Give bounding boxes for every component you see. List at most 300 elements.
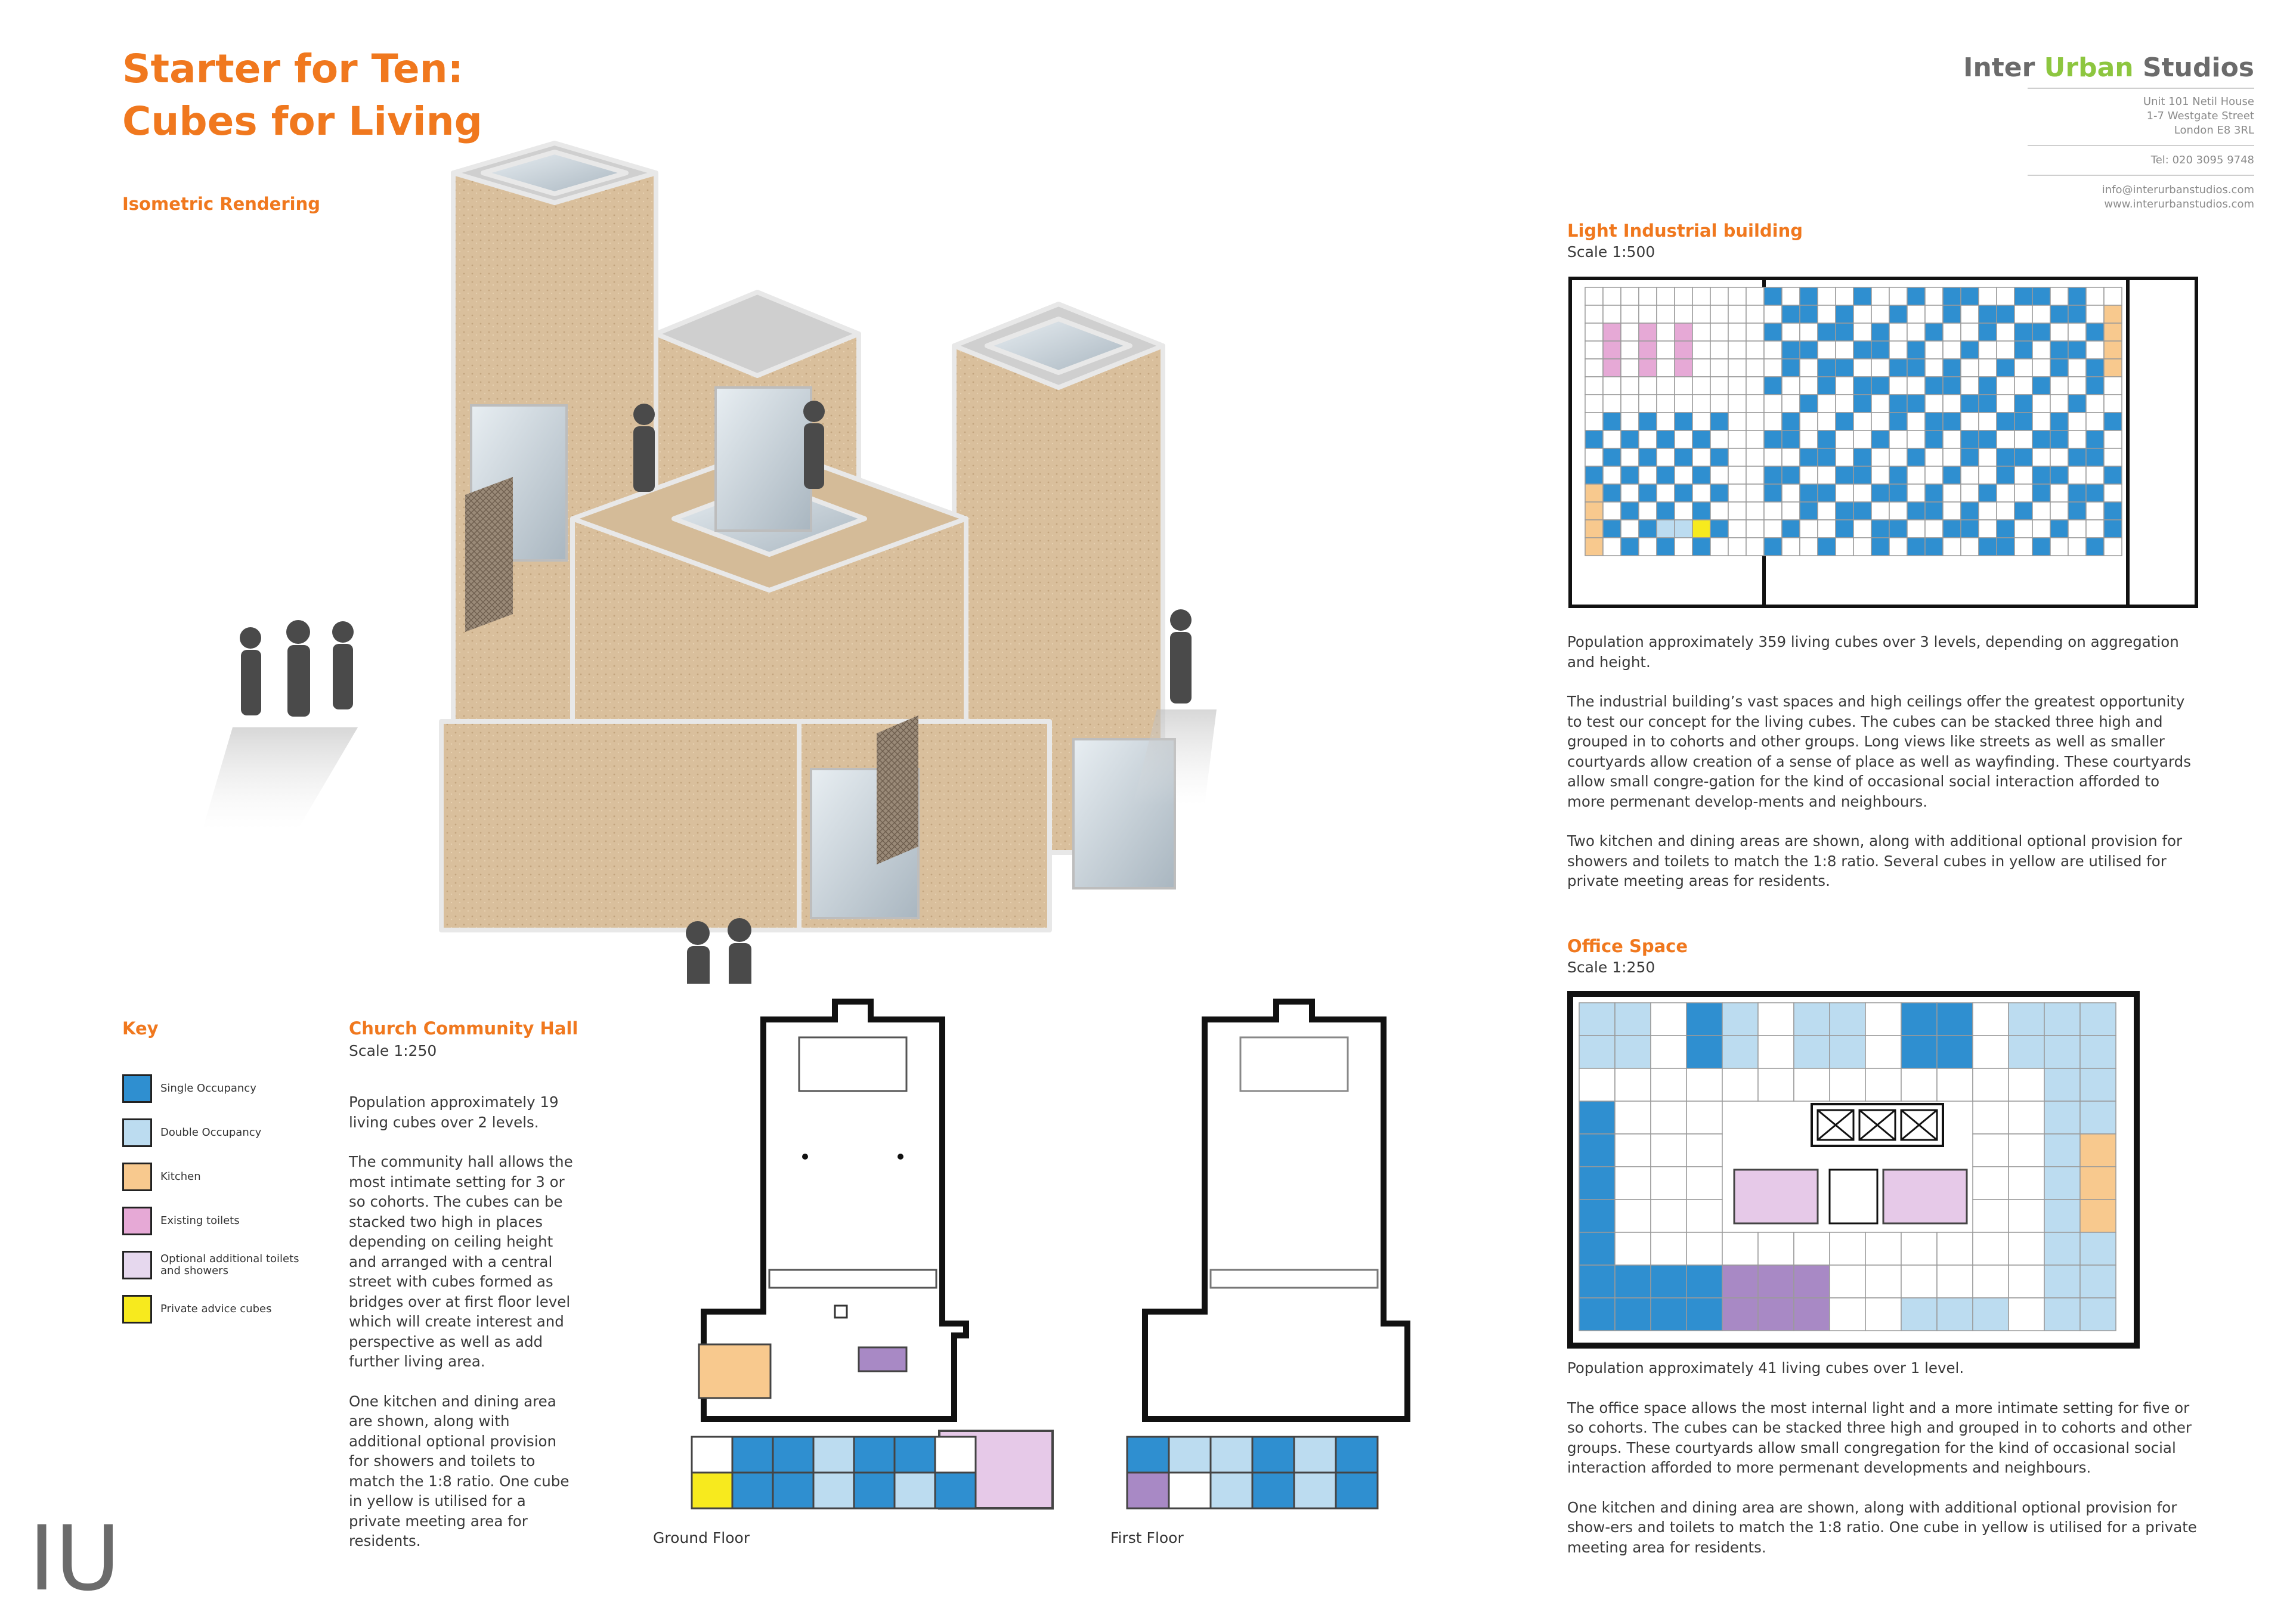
- cube-cell: [1621, 395, 1639, 413]
- cube-cell: [1585, 395, 1603, 413]
- cube-cell: [1943, 413, 1961, 430]
- cube-cell: [1997, 377, 2014, 395]
- key-heading: Key: [122, 1018, 159, 1039]
- cube-cell: [1728, 377, 1746, 395]
- cube-cell: [1686, 1265, 1722, 1298]
- office-heading: Office Space: [1567, 936, 1688, 956]
- cube-cell: [1961, 377, 1979, 395]
- cube-cell: [1865, 1003, 1901, 1036]
- address-line-3: London E8 3RL: [2174, 124, 2254, 137]
- cube-cell: [1782, 466, 1800, 484]
- cube-cell: [1836, 377, 1853, 395]
- cube-cell: [2032, 413, 2050, 430]
- cube-cell: [1621, 520, 1639, 538]
- cube-cell: [1675, 430, 1692, 448]
- cube-cell: [2014, 448, 2032, 466]
- cube-cell: [1830, 1232, 1865, 1265]
- cube-cell: [1603, 413, 1621, 430]
- office-description: [1567, 1358, 2199, 1577]
- cube-cell: [1830, 1298, 1865, 1331]
- cube-cell: [1615, 1101, 1651, 1134]
- cube-cell: [1853, 466, 1871, 484]
- cube-cell: [1961, 359, 1979, 377]
- cube-cell: [1782, 484, 1800, 502]
- cube-cell: [1651, 1003, 1686, 1036]
- industrial-paragraph-2: The industrial building’s vast spaces and high ceilings offer the greatest opportunity to test our concept for the living cubes. The cubes can be stacked three high and grouped in to cohorts and other groups. Long views like streets as well as smaller courtyards allow creation of a sense of place as well as wayfinding. These courtyards allow small congre-gation for the kind of occasional social interaction afforded to more permenant develop-ments and neighbours.: [1567, 693, 2191, 810]
- cube-cell: [2050, 359, 2068, 377]
- cube-cell: [1728, 430, 1746, 448]
- cube-cell: [2086, 466, 2104, 484]
- cube-cell: [2068, 341, 2086, 359]
- cube-cell: [2080, 1298, 2116, 1331]
- cube-cell: [2032, 538, 2050, 556]
- cube-cell: [2050, 377, 2068, 395]
- cube-cell: [1657, 466, 1675, 484]
- church-floor-plans: [632, 990, 1503, 1538]
- cube-cell: [1692, 520, 1710, 538]
- cube-cell: [1615, 1036, 1651, 1068]
- cube-cell: [1907, 448, 1925, 466]
- cube-cell: [1836, 305, 1853, 323]
- cube-cell: [1871, 466, 1889, 484]
- cube-cell: [1907, 287, 1925, 305]
- cube-cell: [1764, 323, 1782, 341]
- cube-cell: [1997, 520, 2014, 538]
- key-item: [122, 1205, 240, 1236]
- cube-cell: [1853, 448, 1871, 466]
- cube-cell: [1907, 520, 1925, 538]
- cube-cell: [2104, 287, 2122, 305]
- cube-cell: [1961, 502, 1979, 520]
- cube-cell: [2086, 395, 2104, 413]
- cube-cell: [1758, 1068, 1794, 1101]
- cube-cell: [1800, 502, 1818, 520]
- cube-cell: [1621, 538, 1639, 556]
- cube-cell: [1746, 448, 1764, 466]
- cube-cell: [1997, 359, 2014, 377]
- cube-cell: [2014, 430, 2032, 448]
- cube-cell: [2086, 484, 2104, 502]
- cube-cell: [2032, 359, 2050, 377]
- studio-email: info@interurbanstudios.com: [2102, 184, 2254, 196]
- cube-cell: [1603, 395, 1621, 413]
- existing-toilets-swatch: [122, 1207, 152, 1235]
- cube-cell: [1800, 466, 1818, 484]
- ground-floor-caption: Ground Floor: [653, 1529, 750, 1546]
- cube-cell: [1830, 1068, 1865, 1101]
- cube-cell: [1657, 448, 1675, 466]
- cube-cell: [1925, 413, 1943, 430]
- cube-cell: [2104, 359, 2122, 377]
- cube-cell: [1979, 520, 1997, 538]
- cube-cell: [1853, 538, 1871, 556]
- cube-cell: [1800, 377, 1818, 395]
- cube-cell: [2032, 377, 2050, 395]
- cube-cell: [1800, 287, 1818, 305]
- cube-cell: [2080, 1068, 2116, 1101]
- cube-cell: [2032, 395, 2050, 413]
- cube-cell: [1764, 538, 1782, 556]
- cube-cell: [1782, 395, 1800, 413]
- cube-cell: [1764, 502, 1782, 520]
- cube-cell: [1639, 305, 1657, 323]
- cube-cell: [1603, 484, 1621, 502]
- studio-name-b: Urban: [2044, 52, 2134, 83]
- cube-cell: [1579, 1200, 1615, 1232]
- cube-cell: [1853, 287, 1871, 305]
- cube-cell: [1979, 287, 1997, 305]
- cube-cell: [1764, 305, 1782, 323]
- cube-cell: [1746, 520, 1764, 538]
- cube-cell: [1657, 413, 1675, 430]
- cube-cell: [1585, 413, 1603, 430]
- cube-cell: [1585, 448, 1603, 466]
- cube-cell: [2050, 466, 2068, 484]
- cube-cell: [1579, 1036, 1615, 1068]
- cube-cell: [2032, 341, 2050, 359]
- industrial-description: [1567, 632, 2199, 911]
- cube-cell: [1782, 520, 1800, 538]
- cube-cell: [1728, 538, 1746, 556]
- cube-cell: [1722, 1003, 1758, 1036]
- cube-cell: [1871, 502, 1889, 520]
- office-paragraph-3: One kitchen and dining area are shown, along with additional optional provision for show-ers and toilets to match the 1:8 ratio. One cube in yellow is utilised for a private meeting area for residents.: [1567, 1498, 2197, 1556]
- cube-cell: [1907, 305, 1925, 323]
- cube-cell: [2104, 395, 2122, 413]
- cube-cell: [1651, 1101, 1686, 1134]
- cube-cell: [2086, 502, 2104, 520]
- cube-cell: [2032, 466, 2050, 484]
- cube-cell: [1639, 466, 1657, 484]
- cube-cell: [1818, 395, 1836, 413]
- cube-cell: [1746, 359, 1764, 377]
- cube-cell: [1800, 305, 1818, 323]
- cube-cell: [2086, 430, 2104, 448]
- cube-cell: [1728, 395, 1746, 413]
- cube-cell: [1692, 377, 1710, 395]
- cube-cell: [1710, 341, 1728, 359]
- cube-cell: [1818, 305, 1836, 323]
- cube-cell: [1675, 323, 1692, 341]
- cube-cell: [1979, 448, 1997, 466]
- cube-cell: [2009, 1265, 2044, 1298]
- cube-cell: [1585, 323, 1603, 341]
- cube-cell: [1621, 448, 1639, 466]
- cube-cell: [1782, 359, 1800, 377]
- cube-cell: [1621, 377, 1639, 395]
- cube-cell: [1925, 287, 1943, 305]
- cube-cell: [2068, 395, 2086, 413]
- key-label: Existing toilets: [160, 1214, 240, 1227]
- cube-cell: [2104, 305, 2122, 323]
- cube-cell: [1889, 466, 1907, 484]
- cube-cell: [1889, 413, 1907, 430]
- divider: [2028, 145, 2254, 146]
- cube-cell: [1621, 502, 1639, 520]
- cube-cell: [1621, 413, 1639, 430]
- cube-cell: [2050, 287, 2068, 305]
- cube-cell: [1657, 305, 1675, 323]
- cube-cell: [2009, 1068, 2044, 1101]
- cube-cell: [1925, 466, 1943, 484]
- cube-cell: [1579, 1265, 1615, 1298]
- cube-cell: [2044, 1003, 2080, 1036]
- cube-cell: [1782, 502, 1800, 520]
- key-label: Double Occupancy: [160, 1126, 262, 1139]
- cube-cell: [1585, 466, 1603, 484]
- cube-cell: [1710, 520, 1728, 538]
- cube-cell: [1746, 323, 1764, 341]
- church-paragraph-2: The community hall allows the most intimate setting for 3 or so cohorts. The cubes can be stacked two high in places depending on ceiling height and arranged with a central street with cubes formed as bridges over at first floor level which will create interest and perspective as well as add further living area.: [349, 1153, 573, 1370]
- cube-cell: [1710, 323, 1728, 341]
- cube-cell: [1961, 538, 1979, 556]
- cube-cell: [1907, 395, 1925, 413]
- cube-cell: [2068, 323, 2086, 341]
- cube-cell: [1639, 484, 1657, 502]
- cube-cell: [1889, 538, 1907, 556]
- cube-cell: [1836, 466, 1853, 484]
- cube-cell: [1603, 287, 1621, 305]
- cube-cell: [1836, 520, 1853, 538]
- cube-cell: [1758, 1036, 1794, 1068]
- cube-cell: [1925, 520, 1943, 538]
- cube-cell: [2050, 520, 2068, 538]
- cube-cell: [1579, 1167, 1615, 1200]
- cube-cell: [1973, 1265, 2009, 1298]
- cube-cell: [2014, 377, 2032, 395]
- cube-cell: [1657, 359, 1675, 377]
- cube-cell: [1579, 1101, 1615, 1134]
- cube-cell: [1621, 287, 1639, 305]
- cube-cell: [2080, 1101, 2116, 1134]
- cube-cell: [1675, 395, 1692, 413]
- cube-cell: [1782, 538, 1800, 556]
- cube-cell: [1889, 341, 1907, 359]
- cube-cell: [2104, 323, 2122, 341]
- cube-cell: [1871, 377, 1889, 395]
- cube-cell: [1579, 1003, 1615, 1036]
- cube-cell: [1710, 377, 1728, 395]
- cube-cell: [1692, 359, 1710, 377]
- cube-cell: [1973, 1036, 2009, 1068]
- cube-cell: [2104, 484, 2122, 502]
- cube-cell: [2050, 484, 2068, 502]
- cube-cell: [1871, 430, 1889, 448]
- office-paragraph-2: The office space allows the most internal light and a more intimate setting for five or so cohorts. The cubes can be stacked three high and grouped in to cohorts and other groups. These courtyards allow small congregation for the kind of occasional social interaction afforded to more permenant developments and neighbours.: [1567, 1399, 2192, 1476]
- cube-cell: [2068, 377, 2086, 395]
- cube-cell: [1585, 538, 1603, 556]
- cube-cell: [2044, 1068, 2080, 1101]
- office-scale: Scale 1:250: [1567, 959, 1655, 976]
- cube-cell: [1818, 413, 1836, 430]
- cube-cell: [2086, 538, 2104, 556]
- cube-cell: [2104, 538, 2122, 556]
- cube-cell: [1710, 430, 1728, 448]
- cube-cell: [1639, 448, 1657, 466]
- cube-cell: [1943, 520, 1961, 538]
- cube-cell: [1764, 484, 1782, 502]
- cube-cell: [1800, 484, 1818, 502]
- cube-cell: [1764, 395, 1782, 413]
- cube-cell: [2080, 1134, 2116, 1167]
- cube-cell: [1728, 341, 1746, 359]
- cube-cell: [1639, 341, 1657, 359]
- key-label: Optional additional toilets and showers: [160, 1253, 299, 1277]
- cube-cell: [1675, 502, 1692, 520]
- key-item: [122, 1117, 261, 1148]
- cube-cell: [1889, 359, 1907, 377]
- cube-cell: [2009, 1298, 2044, 1331]
- cube-cell: [1758, 1232, 1794, 1265]
- cube-cell: [2050, 323, 2068, 341]
- cube-cell: [2104, 466, 2122, 484]
- cube-cell: [1889, 323, 1907, 341]
- cube-cell: [1836, 448, 1853, 466]
- cube-cell: [1692, 430, 1710, 448]
- cube-cell: [1764, 430, 1782, 448]
- cube-cell: [1871, 484, 1889, 502]
- cube-cell: [1853, 323, 1871, 341]
- cube-cell: [1925, 305, 1943, 323]
- cube-cell: [1603, 341, 1621, 359]
- cube-cell: [1621, 359, 1639, 377]
- cube-cell: [1639, 538, 1657, 556]
- cube-cell: [1621, 430, 1639, 448]
- isometric-rendering: [203, 137, 1276, 984]
- cube-cell: [1973, 1232, 2009, 1265]
- cube-cell: [1818, 359, 1836, 377]
- cube-cell: [1871, 305, 1889, 323]
- cube-cell: [1639, 395, 1657, 413]
- cube-cell: [1979, 430, 1997, 448]
- cube-cell: [1889, 377, 1907, 395]
- cube-cell: [1871, 359, 1889, 377]
- cube-cell: [1639, 287, 1657, 305]
- cube-cell: [2032, 502, 2050, 520]
- cube-cell: [2050, 413, 2068, 430]
- cube-cell: [1997, 305, 2014, 323]
- cube-cell: [1746, 430, 1764, 448]
- cube-cell: [1853, 377, 1871, 395]
- cube-cell: [1782, 448, 1800, 466]
- cube-cell: [1997, 395, 2014, 413]
- cube-cell: [1836, 395, 1853, 413]
- cube-cell: [1800, 538, 1818, 556]
- cube-cell: [2044, 1036, 2080, 1068]
- cube-cell: [1889, 305, 1907, 323]
- cube-cell: [1818, 538, 1836, 556]
- cube-cell: [2068, 359, 2086, 377]
- ground-floor-plan: [692, 1002, 1053, 1508]
- cube-cell: [2009, 1101, 2044, 1134]
- cube-cell: [1943, 466, 1961, 484]
- cube-cell: [1865, 1232, 1901, 1265]
- cube-cell: [1973, 1068, 2009, 1101]
- cube-cell: [1871, 323, 1889, 341]
- cube-cell: [1943, 287, 1961, 305]
- cube-cell: [1871, 341, 1889, 359]
- cube-cell: [1621, 466, 1639, 484]
- cube-cell: [1615, 1167, 1651, 1200]
- cube-cell: [1901, 1003, 1937, 1036]
- church-heading: Church Community Hall: [349, 1018, 578, 1039]
- cube-cell: [1943, 305, 1961, 323]
- cube-cell: [1853, 520, 1871, 538]
- cube-cell: [2014, 305, 2032, 323]
- cube-cell: [2068, 287, 2086, 305]
- cube-cell: [1728, 305, 1746, 323]
- single-occupancy-swatch: [122, 1074, 152, 1103]
- cube-cell: [2104, 502, 2122, 520]
- cube-cell: [1615, 1134, 1651, 1167]
- cube-cell: [1889, 502, 1907, 520]
- cube-cell: [1615, 1068, 1651, 1101]
- cube-cell: [1728, 502, 1746, 520]
- cube-cell: [1925, 359, 1943, 377]
- key-item: [122, 1073, 256, 1104]
- page-title: [122, 43, 482, 148]
- cube-cell: [1818, 377, 1836, 395]
- cube-cell: [1746, 287, 1764, 305]
- cube-cell: [1818, 520, 1836, 538]
- cube-cell: [2050, 430, 2068, 448]
- cube-cell: [1853, 305, 1871, 323]
- cube-cell: [2014, 520, 2032, 538]
- cube-cell: [1722, 1036, 1758, 1068]
- cube-cell: [2080, 1200, 2116, 1232]
- cube-cell: [2044, 1134, 2080, 1167]
- cube-cell: [1871, 395, 1889, 413]
- cube-cell: [1943, 502, 1961, 520]
- cube-cell: [1800, 341, 1818, 359]
- cube-cell: [1889, 520, 1907, 538]
- cube-cell: [1692, 341, 1710, 359]
- cube-cell: [1979, 466, 1997, 484]
- cube-cell: [1746, 305, 1764, 323]
- cube-cell: [1973, 1101, 2009, 1134]
- cube-cell: [1925, 448, 1943, 466]
- cube-cell: [1585, 377, 1603, 395]
- cube-cell: [2086, 287, 2104, 305]
- address-line-1: Unit 101 Netil House: [2143, 95, 2254, 108]
- cube-cell: [1943, 484, 1961, 502]
- cube-cell: [1615, 1232, 1651, 1265]
- cube-cell: [1651, 1036, 1686, 1068]
- cube-cell: [2104, 520, 2122, 538]
- cube-cell: [1943, 359, 1961, 377]
- cube-cell: [1925, 395, 1943, 413]
- cube-cell: [1836, 287, 1853, 305]
- cube-cell: [1764, 359, 1782, 377]
- cube-cell: [1657, 502, 1675, 520]
- cube-cell: [2086, 305, 2104, 323]
- industrial-floor-plan: [1567, 275, 2199, 609]
- cube-cell: [1979, 502, 1997, 520]
- cube-cell: [2050, 448, 2068, 466]
- cube-cell: [1961, 323, 1979, 341]
- cube-cell: [1907, 466, 1925, 484]
- cube-cell: [1979, 395, 1997, 413]
- cube-cell: [1675, 520, 1692, 538]
- cube-cell: [1961, 448, 1979, 466]
- cube-cell: [1675, 341, 1692, 359]
- cube-cell: [1710, 466, 1728, 484]
- cube-cell: [2014, 341, 2032, 359]
- cube-cell: [2068, 466, 2086, 484]
- cube-cell: [1836, 430, 1853, 448]
- cube-cell: [1907, 341, 1925, 359]
- cube-cell: [1621, 305, 1639, 323]
